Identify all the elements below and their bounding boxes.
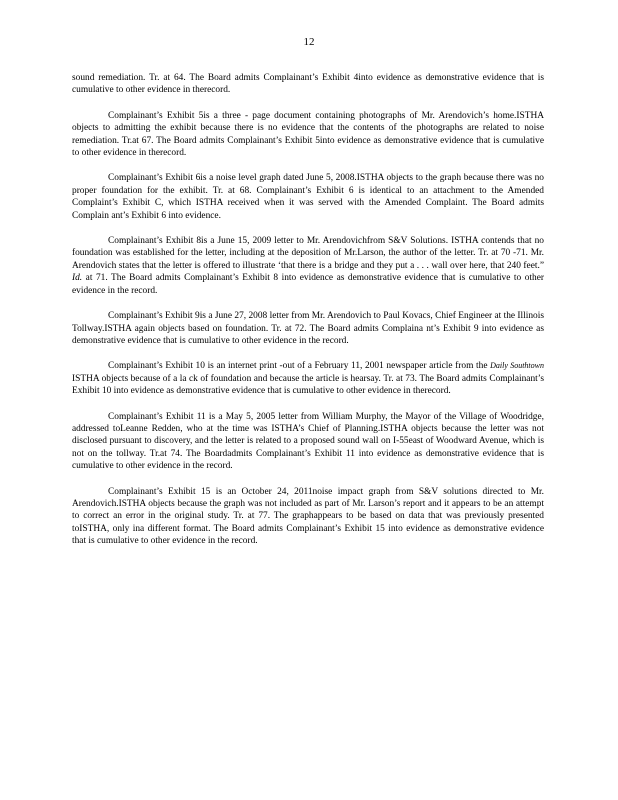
paragraph [72,72,544,97]
paragraph [72,110,544,160]
paragraph-text: Complainant’s Exhibit 6is a noise level graph dated June 5, 2008.ISTHA objects to the graph because there was no proper foundation for the exhibit. Tr. at 68. Complainant’s Exhibit 6 is identical to an attachment to the Amended Complaint’s Exhibit C, which ISTHA received when it was served with the Amended Complaint. The Board admits Complain ant’s Exhibit 6 into evidence. [72,173,544,221]
paragraph-text: Complainant’s Exhibit 11 is a May 5, 2005 letter from William Murphy, the Mayor of the Village of Woodridge, addressed toLeanne Redden, who at the time was ISTHA’s Chief of Planning.ISTHA objects because the letter was not disclosed pursuant to discovery, and the letter is related to a proposed sound wall on I-55east of Woodward Avenue, which is not on the tollway. Tr.at 74. The Boardadmits Complainant’s Exhibit 11 into evidence as demonstrative evidence that is cumulative to other evidence in the record. [72,411,544,472]
paragraph-text: Complainant’s Exhibit 10 is an internet print -out of a February 11, 2001 newspaper article from the [108,361,491,372]
body-text [72,72,544,561]
paragraph-text: Complainant’s Exhibit 5is a three - page document containing photographs of Mr. Arendovich’s home.ISTHA objects to admitting the exhibit because there is no evidence that the contents of the photographs are related to noise remediation. Tr.at 67. The Board admits Complainant’s Exhibit 5into evidence as demonstrative evidence that is cumulative to other evidence in therecord. [72,110,544,159]
paragraph-text-tail: at 71. The Board admits Complainant’s Exhibit 8 into evidence as demonstrative evidence that is cumulative to other evidence in the record. [72,273,544,296]
paragraph-text: sound remediation. Tr. at 64. The Board admits Complainant’s Exhibit 4into evidence as demonstrative evidence that is cumulative to other evidence in therecord. [72,73,544,96]
paragraph [72,172,544,222]
newspaper-name: Daily Southtown [490,361,544,371]
page-number: 12 [303,36,315,48]
paragraph-text-tail: ISTHA objects because of a la ck of foundation and because the article is hearsay. Tr. at 73. The Board admits Complainant’s Exhibit 10 into evidence as demonstrative evidence that is cumulative to other evidence in therecord. [72,373,544,397]
paragraph-text: Complainant’s Exhibit 9is a June 27, 2008 letter from Mr. Arendovich to Paul Kovacs, Chief Engineer at the Illinois Tollway.ISTHA again objects based on foundation. Tr. at 72. The Board admits Complaina nt’s Exhibit 9 into evidence as demonstrative evidence that is cumulative to other evidence in the record. [72,311,544,346]
paragraph [72,235,544,297]
paragraph [72,310,544,347]
paragraph [72,360,544,397]
paragraph-text: Complainant’s Exhibit 15 is an October 24, 2011noise impact graph from S&V solutions directed to Mr. Arendovich.ISTHA objects because the graph was not included as part of Mr. Larson’s report and it appears to be an attempt to correct an error in the original study. Tr. at 77. The graphappears to be based on data that was previously presented toISTHA, only ina different format. The Board admits Complainant’s Exhibit 15 into evidence as demonstrative evidence that is cumulative to other evidence in the record. [72,486,544,547]
citation-id: Id. [72,273,83,284]
paragraph-text: Complainant’s Exhibit 8is a June 15, 2009 letter to Mr. Arendovichfrom S&V Solutions. ISTHA contends that no foundation was established for the letter, including at the deposition of Mr.Larson, the author of the letter. Tr. at 70 -71. Mr. Arendovich states that the letter is offered to illustrate ‘that there is a bridge and they put a . . . wall over here, that 240 feet.” [72,236,544,271]
paragraph [72,486,544,548]
paragraph [72,411,544,473]
